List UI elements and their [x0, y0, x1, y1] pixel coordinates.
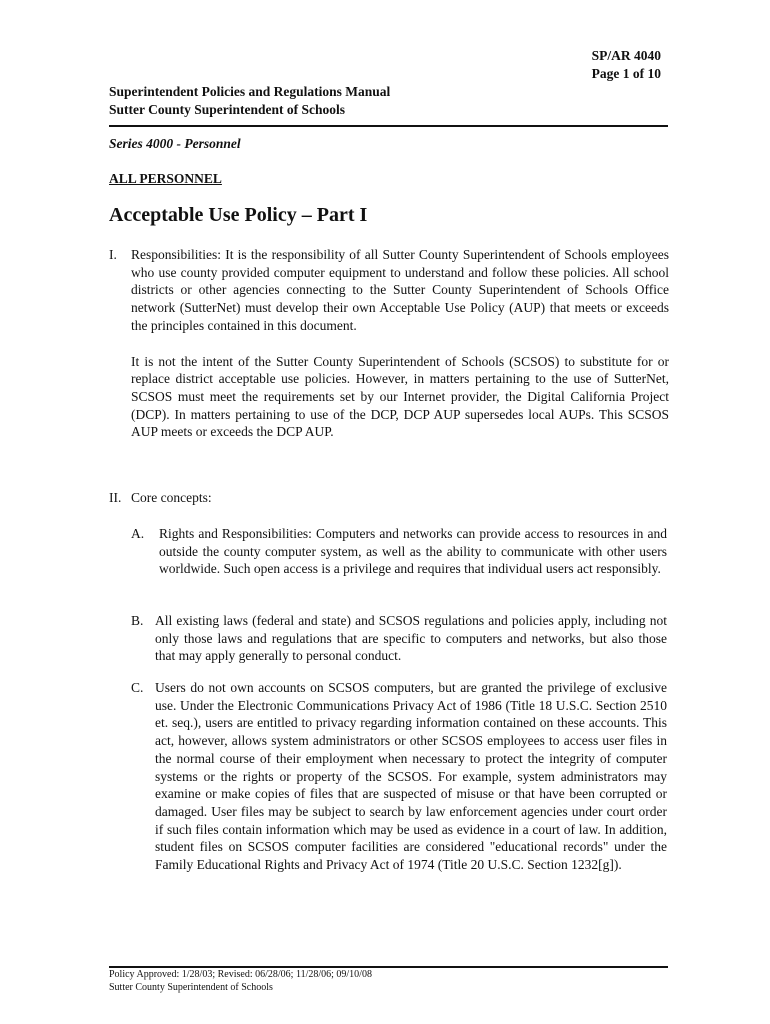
- item-text: All existing laws (federal and state) and SCSOS regulations and policies apply, including not only those laws and regulations that are specific to computers and networks, but also those that may apply generally to personal conduct.: [155, 613, 667, 664]
- list-item: [131, 679, 667, 874]
- manual-header: [109, 83, 390, 119]
- list-item: [131, 612, 667, 665]
- page-title: Acceptable Use Policy – Part I: [109, 204, 368, 226]
- section-heading: Core concepts:: [131, 490, 212, 505]
- footer: [109, 969, 372, 994]
- footer-approval: Policy Approved: 1/28/03; Revised: 06/28/06; 11/28/06; 09/10/08: [109, 969, 372, 980]
- section-number: II.: [109, 490, 122, 505]
- item-text: Rights and Responsibilities: Computers and networks can provide access to resources in and outside the county computer system, as well as the ability to communicate with other users worldwide. Such open access is a privilege and requires that individual users act responsibly.: [159, 526, 667, 577]
- item-letter: C.: [131, 680, 144, 695]
- page-info: Page 1 of 10: [591, 66, 661, 81]
- section-paragraph: Responsibilities: It is the responsibility of all Sutter County Superintendent of Schools employees who use county provided computer equipment to understand and follow these policies. All school districts or other agencies connecting to the Sutter County Superintendent of Schools Office network (SutterNet) must develop their own Acceptable Use Policy (AUP) that meets or exceeds the principles contained in this document.: [131, 247, 669, 333]
- section-responsibilities: [109, 246, 669, 441]
- item-text: Users do not own accounts on SCSOS computers, but are granted the privilege of exclusive use. Under the Electronic Communications Privacy Act of 1986 (Title 18 U.S.C. Section 2510 et. seq.), users are entitled to privacy regarding information contained on these accounts. This act, however, allows system administrators or other SCSOS employees to access user files in the normal course of their employment when necessary to protect the integrity of computer systems or the rights or property of the SCSOS. For example, system administrators may examine or make copies of files that are suspected of misuse or that have been corrupted or damaged. User files may be subject to search by law enforcement agencies under court order if such files contain information which may be used as evidence in a court of law. In addition, student files on SCSOS computer facilities are considered "educational records" under the Family Educational Rights and Privacy Act of 1974 (Title 20 U.S.C. Section 1232[g]).: [155, 680, 667, 873]
- organization-name: Sutter County Superintendent of Schools: [109, 102, 346, 117]
- series-label: Series 4000 - Personnel: [109, 136, 241, 151]
- section-paragraph: It is not the intent of the Sutter County Superintendent of Schools (SCSOS) to substitute for or replace district acceptable use policies. However, in matters pertaining to the use of SutterNet, SCSOS must meet the requirements set by our Internet provider, the Digital California Project (DCP). In matters pertaining to use of the DCP, DCP AUP supersedes local AUPs. This SCSOS AUP meets or exceeds the DCP AUP.: [131, 353, 669, 440]
- footer-divider: [109, 966, 668, 968]
- section-number: I.: [109, 247, 117, 262]
- document-code-block: [592, 47, 661, 83]
- list-item: [131, 525, 667, 578]
- group-heading: ALL PERSONNEL: [109, 171, 222, 186]
- manual-title: Superintendent Policies and Regulations Manual: [109, 84, 391, 99]
- section-core-concepts: [109, 489, 669, 507]
- doc-code: SP/AR 4040: [591, 48, 661, 63]
- header-divider: [109, 125, 668, 127]
- item-letter: B.: [131, 613, 144, 628]
- footer-organization: Sutter County Superintendent of Schools: [109, 981, 273, 993]
- item-letter: A.: [131, 526, 145, 541]
